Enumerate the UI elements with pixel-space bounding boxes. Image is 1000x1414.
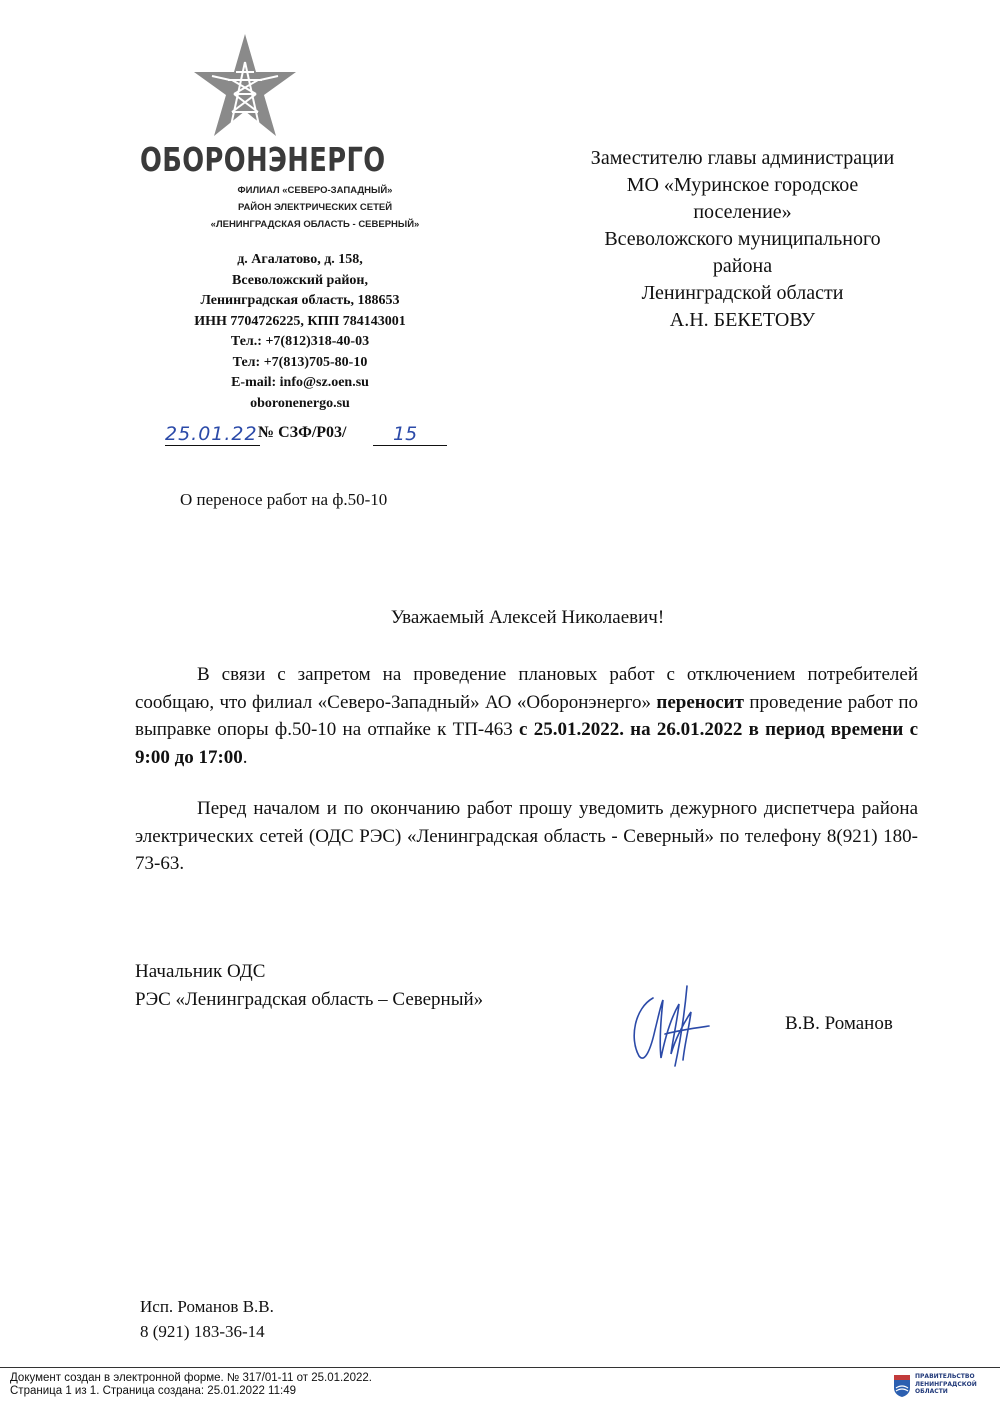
signer-name: В.В. Романов xyxy=(785,1013,893,1034)
address-line: Ленинградская область, 188653 xyxy=(200,293,400,308)
branch-line-3: «ЛЕНИНГРАДСКАЯ ОБЛАСТЬ - СЕВЕРНЫЙ» xyxy=(210,219,420,230)
government-label xyxy=(915,1373,995,1396)
coat-of-arms-icon xyxy=(893,1374,911,1398)
paragraph-bold: переносит xyxy=(656,691,744,713)
branch-line-1: ФИЛИАЛ «СЕВЕРО-ЗАПАДНЫЙ» xyxy=(237,185,393,196)
phone-line-1: Тел.: +7(812)318-40-03 xyxy=(230,334,370,349)
body-paragraph-2 xyxy=(135,795,918,878)
recipient-line: поселение» xyxy=(693,201,792,223)
recipient-line: Всеволожского муниципального xyxy=(604,228,881,250)
address-line: Всеволожский район, xyxy=(232,272,368,288)
reference-line xyxy=(165,423,455,447)
company-star-logo-icon xyxy=(190,32,300,142)
paragraph-text: . xyxy=(242,746,248,768)
phone-line-2: Тел: +7(813)705-80-10 xyxy=(232,354,368,370)
executor-phone: 8 (921) 183-36-14 xyxy=(140,1322,265,1341)
footer-divider xyxy=(0,1367,1000,1368)
company-name: ОБОРОНЭНЕРГО xyxy=(140,140,386,179)
paragraph-bold-dates: с 25.01.2022. на 26.01.2022 в период времени с 9:00 до 17:00 xyxy=(135,719,919,768)
government-label-line: ПРАВИТЕЛЬСТВО xyxy=(915,1373,975,1380)
footer-line-1: Документ создан в электронной форме. № 317/01-11 от 25.01.2022. xyxy=(10,1372,372,1384)
recipient-name: А.Н. БЕКЕТОВУ xyxy=(669,309,816,331)
executor-name: Исп. Романов В.В. xyxy=(140,1297,274,1316)
government-label-line: ОБЛАСТИ xyxy=(915,1388,948,1395)
branch-line-2: РАЙОН ЭЛЕКТРИЧЕСКИХ СЕТЕЙ xyxy=(237,202,393,213)
greeting: Уважаемый Алексей Николаевич! xyxy=(390,607,665,628)
signatory-title xyxy=(135,958,483,1013)
body-paragraph-1 xyxy=(135,661,918,771)
footer-text xyxy=(10,1372,372,1398)
paragraph-text: Перед началом и по окончанию работ прошу уведомить дежурного диспетчера района электрических сетей (ОДС РЭС) «Ленинградская область - Северный» по телефону 8(921) 180-73-63. xyxy=(135,798,918,874)
website-line: oboronenergo.su xyxy=(250,395,350,411)
handwritten-number: 15 xyxy=(373,423,447,446)
paragraph-text: проведение работ по выправке опоры ф.50-10 на отпайке к ТП-463 xyxy=(135,691,919,740)
recipient-line: МО «Муринское городское xyxy=(626,174,859,196)
government-label-line: ЛЕНИНГРАДСКОЙ xyxy=(915,1380,977,1388)
signatory-title-line: РЭС «Ленинградская область – Северный» xyxy=(135,988,484,1010)
signatory-title-line: Начальник ОДС xyxy=(135,961,266,982)
sender-address xyxy=(150,250,450,414)
recipient-line: района xyxy=(712,255,773,277)
handwritten-signature-icon xyxy=(625,978,720,1068)
recipient-block xyxy=(540,145,945,334)
address-line: д. Агалатово, д. 158, xyxy=(237,252,363,267)
handwritten-date: 25.01.22 xyxy=(165,423,260,446)
recipient-line: Заместителю главы администрации xyxy=(590,147,895,169)
inn-kpp-line: ИНН 7704726225, КПП 784143001 xyxy=(194,313,406,329)
paragraph-text: В связи с запретом на проведение плановых работ с отключением потребителей сообщаю, что филиал «Северо-Западный» АО «Оборонэнерго» xyxy=(135,664,918,713)
letter-subject: О переносе работ на ф.50-10 xyxy=(180,490,388,509)
executor-block xyxy=(140,1294,274,1344)
reference-label: № СЗФ/Р03/ xyxy=(258,424,347,441)
footer-line-2: Страница 1 из 1. Страница создана: 25.01.2022 11:49 xyxy=(10,1385,296,1397)
email-line: E-mail: info@sz.oen.su xyxy=(231,375,369,390)
recipient-line: Ленинградской области xyxy=(641,282,844,304)
